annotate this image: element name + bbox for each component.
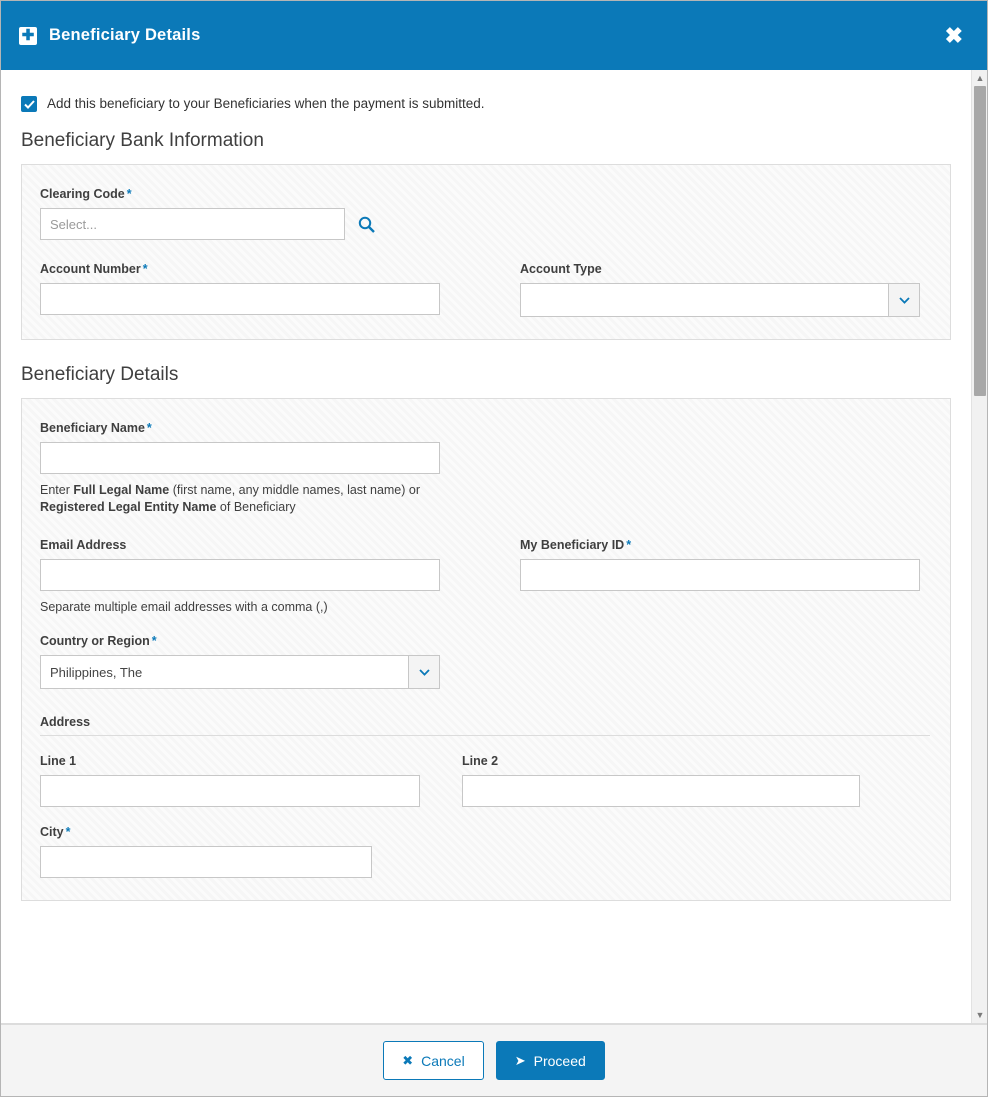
- clearing-code-label: [40, 187, 930, 201]
- address-line2-group: [462, 754, 862, 807]
- country-required-asterisk: *: [151, 634, 157, 648]
- account-number-required-asterisk: *: [142, 262, 148, 276]
- proceed-button-label: Proceed: [533, 1052, 586, 1069]
- beneficiary-id-label-text: My Beneficiary ID: [520, 538, 625, 552]
- email-group: [40, 538, 480, 616]
- country-label: [40, 634, 930, 648]
- city-group: [40, 825, 930, 878]
- beneficiary-details-panel: [21, 398, 951, 901]
- name-hint-bold2: Registered Legal Entity Name: [40, 500, 217, 514]
- beneficiary-details-heading: Beneficiary Details: [21, 364, 179, 385]
- clearing-code-required-asterisk: *: [126, 187, 132, 201]
- bank-information-heading: Beneficiary Bank Information: [21, 130, 264, 151]
- account-row: [40, 262, 930, 317]
- account-type-label-text: Account Type: [520, 262, 602, 276]
- name-hint-bold1: Full Legal Name: [73, 483, 170, 497]
- chevron-down-icon: [888, 284, 919, 316]
- chevron-down-icon: [408, 656, 439, 688]
- close-x-icon: ✖: [402, 1053, 414, 1068]
- bank-information-panel: [21, 164, 951, 340]
- country-select[interactable]: [40, 655, 440, 689]
- clearing-code-label-text: Clearing Code: [40, 187, 125, 201]
- cancel-button[interactable]: [383, 1041, 484, 1080]
- beneficiary-name-label: [40, 421, 930, 435]
- city-required-asterisk: *: [65, 825, 71, 839]
- close-icon[interactable]: ✖: [944, 22, 963, 48]
- account-type-group: [520, 262, 920, 317]
- clearing-code-row: [40, 208, 930, 240]
- account-type-label: [520, 262, 920, 276]
- beneficiary-id-group: [520, 538, 920, 616]
- city-label-text: City: [40, 825, 64, 839]
- arrow-right-circle-icon: ➤: [514, 1053, 526, 1068]
- city-input[interactable]: [40, 846, 372, 878]
- dialog-title: Beneficiary Details: [49, 26, 201, 44]
- dialog-footer: [1, 1024, 987, 1096]
- address-line2-label: [462, 754, 862, 768]
- plus-square-icon: ✚: [19, 27, 37, 45]
- address-divider: [40, 735, 930, 736]
- clearing-code-input[interactable]: [40, 208, 345, 240]
- country-selected-value: Philippines, The: [50, 664, 143, 680]
- add-beneficiary-checkbox-label: Add this beneficiary to your Beneficiaries when the payment is submitted.: [47, 96, 485, 111]
- email-and-id-row: [40, 538, 930, 616]
- email-label: [40, 538, 480, 552]
- account-number-input[interactable]: [40, 283, 440, 315]
- beneficiary-name-required-asterisk: *: [146, 421, 152, 435]
- country-group: [40, 634, 930, 689]
- address-subheading: Address: [40, 715, 91, 729]
- city-label: [40, 825, 930, 839]
- name-hint-part3: of Beneficiary: [216, 500, 296, 514]
- add-beneficiary-checkbox[interactable]: [21, 96, 37, 112]
- search-icon[interactable]: [358, 216, 375, 233]
- country-label-text: Country or Region: [40, 634, 150, 648]
- email-hint: Separate multiple email addresses with a comma (,): [40, 600, 328, 614]
- beneficiary-name-hint: [40, 482, 930, 516]
- dialog-titlebar: [1, 1, 987, 70]
- address-line1-label: [40, 754, 440, 768]
- beneficiary-id-required-asterisk: *: [626, 538, 632, 552]
- scrollbar-thumb[interactable]: [974, 86, 986, 396]
- scroll-up-arrow[interactable]: ▲: [972, 70, 987, 86]
- add-beneficiary-checkbox-row: [21, 96, 951, 112]
- name-hint-part1: Enter: [40, 483, 74, 497]
- address-line1-input[interactable]: [40, 775, 420, 807]
- email-input[interactable]: [40, 559, 440, 591]
- beneficiary-name-input[interactable]: [40, 442, 440, 474]
- address-line2-label-text: Line 2: [462, 754, 499, 768]
- account-number-label-text: Account Number: [40, 262, 141, 276]
- vertical-scrollbar[interactable]: [971, 70, 987, 1023]
- address-line1-group: [40, 754, 440, 807]
- beneficiary-id-input[interactable]: [520, 559, 920, 591]
- address-lines-row: [40, 754, 930, 807]
- name-hint-part2: (first name, any middle names, last name) or: [169, 483, 421, 497]
- beneficiary-name-label-text: Beneficiary Name: [40, 421, 145, 435]
- address-line1-label-text: Line 1: [40, 754, 77, 768]
- account-number-label: [40, 262, 480, 276]
- account-number-group: [40, 262, 480, 317]
- beneficiary-id-label: [520, 538, 920, 552]
- address-line2-input[interactable]: [462, 775, 860, 807]
- proceed-button[interactable]: [496, 1041, 605, 1080]
- dialog-scroll-content: [1, 70, 971, 1023]
- account-type-select[interactable]: [520, 283, 920, 317]
- scroll-down-arrow[interactable]: ▼: [972, 1007, 987, 1023]
- dialog-body: [1, 70, 987, 1024]
- email-label-text: Email Address: [40, 538, 127, 552]
- cancel-button-label: Cancel: [421, 1052, 465, 1069]
